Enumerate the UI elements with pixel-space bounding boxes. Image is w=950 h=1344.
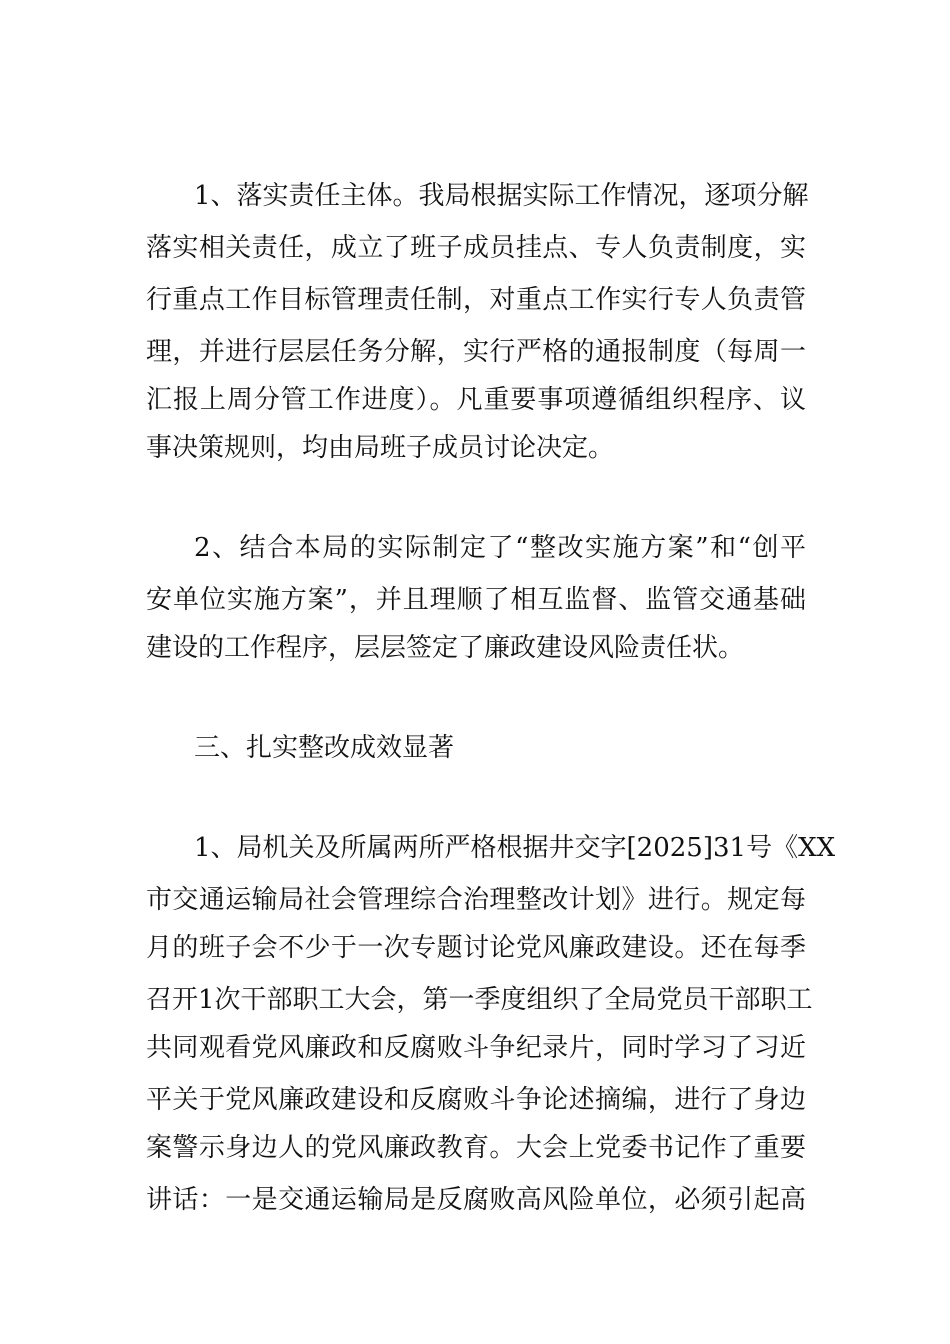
paragraph-1-line-2: 落实相关责任，成立了班子成员挂点、专人负责制度，实 — [146, 233, 806, 263]
paragraph-2-line-1: 2、结合本局的实际制定了“整改实施方案”和“创平 — [194, 533, 806, 563]
paragraph-1-line-6: 事决策规则，均由局班子成员讨论决定。 — [146, 433, 615, 463]
paragraph-1-line-3: 行重点工作目标管理责任制，对重点工作实行专人负责管 — [146, 285, 806, 315]
paragraph-3-line-7: 案警示身边人的党风廉政教育。大会上党委书记作了重要 — [146, 1133, 806, 1163]
paragraph-1-line-1: 1、落实责任主体。我局根据实际工作情况，逐项分解 — [194, 181, 809, 211]
paragraph-3-line-2: 市交通运输局社会管理综合治理整改计划》进行。规定每 — [146, 885, 806, 915]
paragraph-3-line-1: 1、局机关及所属两所严格根据井交字[2025]31号《XX — [194, 833, 836, 863]
paragraph-1-line-5: 汇报上周分管工作进度）。凡重要事项遵循组织程序、议 — [146, 385, 806, 415]
paragraph-2-line-3: 建设的工作程序，层层签定了廉政建设风险责任状。 — [146, 633, 745, 663]
paragraph-3-line-4: 召开1次干部职工大会，第一季度组织了全局党员干部职工 — [146, 985, 813, 1015]
paragraph-3-line-6: 平关于党风廉政建设和反腐败斗争论述摘编，进行了身边 — [146, 1085, 806, 1115]
paragraph-2-line-2: 安单位实施方案”，并且理顺了相互监督、监管交通基础 — [146, 585, 806, 615]
paragraph-1-line-4: 理，并进行层层任务分解，实行严格的通报制度（每周一 — [146, 337, 806, 367]
paragraph-3-line-5: 共同观看党风廉政和反腐败斗争纪录片，同时学习了习近 — [146, 1033, 806, 1063]
paragraph-3-line-3: 月的班子会不少于一次专题讨论党风廉政建设。还在每季 — [146, 933, 806, 963]
paragraph-3-line-8: 讲话：一是交通运输局是反腐败高风险单位，必须引起高 — [146, 1185, 806, 1215]
section-heading: 三、扎实整改成效显著 — [194, 733, 455, 763]
